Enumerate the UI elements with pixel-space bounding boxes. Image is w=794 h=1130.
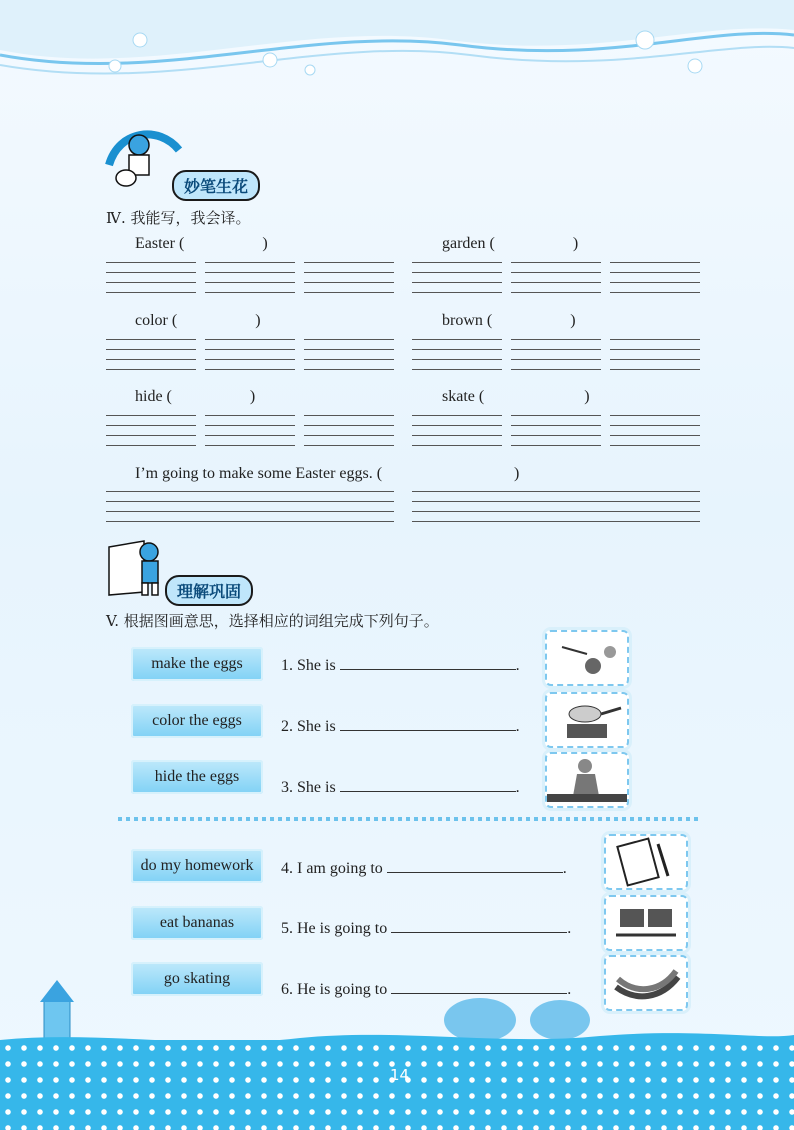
bottom-band [0, 1040, 794, 1130]
writing-lines[interactable] [511, 339, 601, 371]
word-color: color ( ) [135, 312, 261, 329]
writing-lines[interactable] [511, 262, 601, 294]
phrase-chip[interactable]: make the eggs [131, 647, 263, 681]
sentence-4: 4. I am going to . [281, 860, 567, 877]
writing-lines[interactable] [106, 491, 394, 523]
writing-lines[interactable] [205, 339, 295, 371]
girl-hiding-icon [545, 752, 629, 808]
answer-blank[interactable] [387, 858, 563, 873]
sentence-6: 6. He is going to . [281, 981, 572, 998]
answer-blank[interactable] [340, 655, 516, 670]
writing-lines[interactable] [304, 262, 394, 294]
section-iv-badge: 妙笔生花 [172, 170, 260, 201]
writing-lines[interactable] [412, 415, 502, 447]
phrase-chip[interactable]: eat bananas [131, 906, 263, 940]
section-iv-instruction: Ⅳ. 我能写，我会译。 [106, 209, 251, 227]
phrase-chip[interactable]: color the eggs [131, 704, 263, 738]
writing-lines[interactable] [412, 491, 700, 523]
writing-lines[interactable] [304, 339, 394, 371]
writing-lines[interactable] [106, 415, 196, 447]
sentence-3: 3. She is . [281, 779, 520, 796]
sentence-1: 1. She is . [281, 657, 520, 674]
cooking-pan-icon [545, 692, 629, 748]
answer-blank[interactable] [340, 777, 516, 792]
phrase-chip[interactable]: do my homework [131, 849, 263, 883]
sentence-2: 2. She is . [281, 718, 520, 735]
writing-lines[interactable] [511, 415, 601, 447]
boy-reading-icon [104, 537, 174, 599]
sentence-5: 5. He is going to . [281, 920, 572, 937]
writing-lines[interactable] [106, 262, 196, 294]
word-hide: hide ( ) [135, 388, 256, 405]
word-easter: Easter ( ) [135, 235, 268, 252]
writing-lines[interactable] [304, 415, 394, 447]
dotted-divider [118, 817, 700, 821]
homework-book-icon [604, 834, 688, 890]
answer-blank[interactable] [340, 716, 516, 731]
word-garden: garden ( ) [442, 235, 579, 252]
word-brown: brown ( ) [442, 312, 576, 329]
answer-blank[interactable] [391, 918, 567, 933]
mixing-eggs-icon [545, 630, 629, 686]
top-wave-decoration [0, 0, 794, 120]
sentence-easter-eggs: I’m going to make some Easter eggs. ( ) [135, 465, 520, 482]
phrase-chip[interactable]: hide the eggs [131, 760, 263, 794]
section-v-instruction: V. 根据图画意思，选择相应的词组完成下列句子。 [106, 612, 439, 630]
word-skate: skate ( ) [442, 388, 590, 405]
writing-lines[interactable] [610, 262, 700, 294]
writing-lines[interactable] [412, 262, 502, 294]
writing-lines[interactable] [106, 339, 196, 371]
writing-lines[interactable] [205, 415, 295, 447]
skates-icon [604, 895, 688, 951]
writing-lines[interactable] [412, 339, 502, 371]
writing-lines[interactable] [610, 339, 700, 371]
phrase-chip[interactable]: go skating [131, 962, 263, 996]
section-v-badge: 理解巩固 [165, 575, 253, 606]
writing-lines[interactable] [610, 415, 700, 447]
writing-lines[interactable] [205, 262, 295, 294]
page-number: 14 [390, 1066, 410, 1084]
